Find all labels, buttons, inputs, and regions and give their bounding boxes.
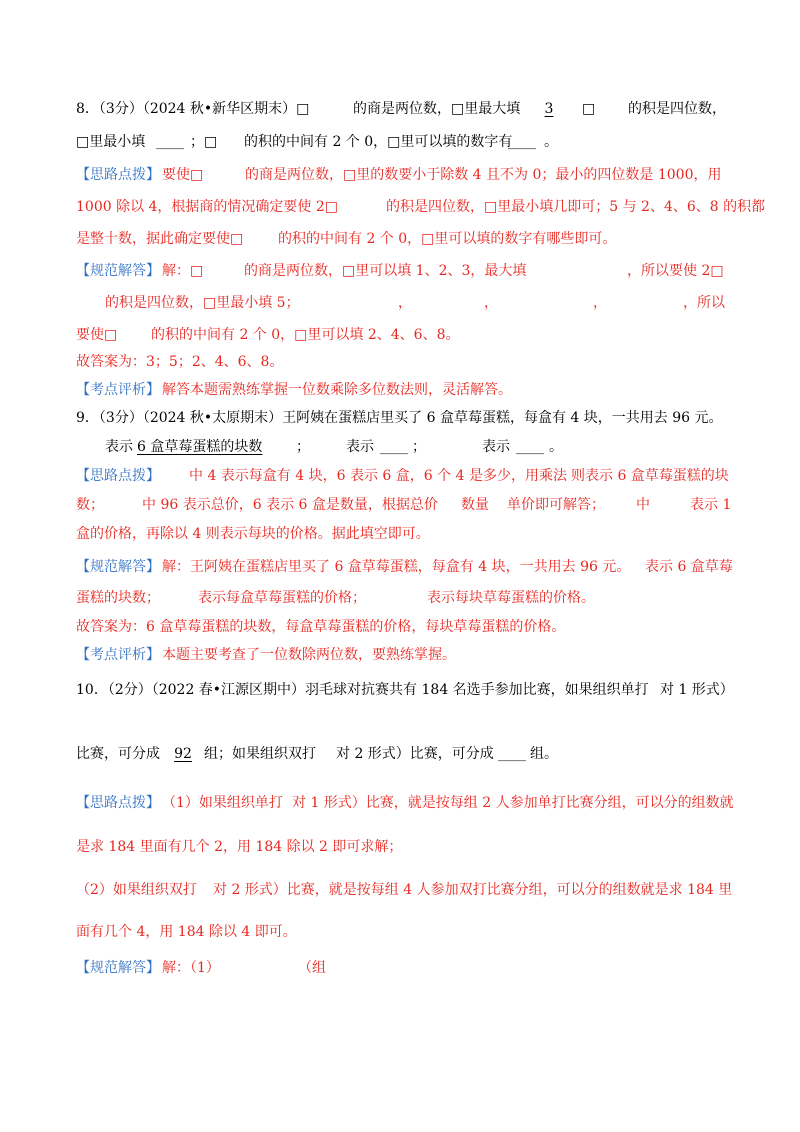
q10-hint-1b: 对 1 形式）比赛，就是按每组 2 人参加单打比赛分组，可以分的组数就	[292, 795, 734, 811]
q8-hint-1b: 的商是两位数，□里的数要小于除数 4 且不为 0；最小的四位数是 1000，用	[245, 167, 722, 183]
q8-stem-2a: □里最小填	[76, 134, 146, 150]
q9-stem-1: 9．（3分）（2024 秋•太原期末）王阿姨在蛋糕店里买了 6 盒草莓蛋糕，每盒有 4 块，一共用去 96 元。	[76, 410, 723, 426]
q9-blank-3: ____	[516, 439, 544, 455]
q8-sol-2e: ，所以	[683, 295, 725, 311]
q9-stem-2c: 表示	[346, 439, 374, 455]
q8-hint-tag: 【思路点拨】	[76, 167, 160, 183]
q8-stem-2b: ；□	[190, 134, 218, 150]
q9-hint-2c: 数量	[461, 497, 489, 513]
q9-stem-2e: 表示	[482, 439, 510, 455]
q10-hint-1a: （1）如果组织单打	[162, 795, 283, 811]
q9-hint-2a: 数；	[76, 497, 104, 513]
q9-blank-2: ____	[380, 439, 408, 455]
q10-stem-2b: 组；如果组织双打	[204, 746, 316, 762]
q9-stem-2f: 。	[549, 439, 563, 455]
q8-eval-tag: 【考点评析】	[76, 382, 160, 398]
q8-hint-3b: 的积的中间有 2 个 0，□里可以填的数字有哪些即可。	[278, 231, 617, 247]
q10-stem-1b: 对 1 形式）	[660, 682, 734, 698]
q8-hint-1a: 要使□	[162, 167, 204, 183]
q9-sol-2b: 表示每盒草莓蛋糕的价格；	[198, 590, 366, 606]
q9-stem-2d: ；	[412, 439, 426, 455]
q10-answer-1: 92	[174, 746, 192, 762]
q8-sol-2d: ，	[593, 295, 607, 311]
q10-hint-3b: 对 2 形式）比赛，就是按每组 4 人参加双打比赛分组，可以分的组数就是求 184 里	[213, 882, 733, 898]
q8-sol-2b: ，	[398, 295, 412, 311]
q9-hint-1b: 则表示 6 盒草莓蛋糕的块	[571, 468, 729, 484]
q8-sol-1b: 的商是两位数，□里可以填 1、2、3，最大填	[244, 263, 527, 279]
q9-solution-tag: 【规范解答】	[76, 559, 160, 575]
q8-stem-1d: 的积是四位数，	[628, 101, 726, 117]
q9-eval: 本题主要考查了一位数除两位数，要熟练掌握。	[162, 647, 456, 663]
q10-solution-tag: 【规范解答】	[76, 960, 160, 976]
q8-answer: 故答案为：3；5；2、4、6、8。	[76, 354, 284, 370]
q10-stem-2d: 组。	[530, 746, 558, 762]
q9-answer-1: 6 盒草莓蛋糕的块数	[137, 439, 263, 455]
q9-hint-2f: 表示 1	[690, 497, 732, 513]
q8-stem-1b: 的商是两位数，□里最大填	[353, 101, 521, 117]
q9-stem-2a: 表示	[105, 439, 133, 455]
q10-hint-2: 是求 184 里面有几个 2，用 184 除以 2 即可求解；	[76, 839, 403, 855]
q8-sol-3a: 要使□	[76, 327, 118, 343]
q8-sol-2c: ，	[484, 295, 498, 311]
q8-sol-1c: ，所以要使 2□	[627, 263, 724, 279]
q9-hint-tag: 【思路点拨】	[76, 468, 160, 484]
q10-stem-1a: 10．（2分）（2022 春•江源区期中）羽毛球对抗赛共有 184 名选手参加比赛，如果组织单打	[76, 682, 649, 698]
q8-blank-2: ____	[156, 134, 184, 150]
q9-hint-2b: 中 96 表示总价，6 表示 6 盒是数量，根据总价	[142, 497, 438, 513]
q10-hint-3a: （2）如果组织双打	[76, 882, 197, 898]
q8-solution-tag: 【规范解答】	[76, 263, 160, 279]
q8-answer-max: 3	[544, 101, 554, 117]
q8-blank-3: ____	[508, 134, 536, 150]
q8-sol-1a: 解：□	[162, 263, 204, 279]
q9-hint-2e: 中	[636, 497, 650, 513]
q8-eval: 解答本题需熟练掌握一位数乘除多位数法则，灵活解答。	[162, 382, 512, 398]
q8-stem-1a: 8．（3分）（2024 秋•新华区期末）□	[76, 101, 310, 117]
q8-stem-2end: 。	[544, 134, 558, 150]
q8-hint-2a: 1000 除以 4，根据商的情况确定要使 2□	[76, 199, 339, 215]
q8-sol-3b: 的积的中间有 2 个 0，□里可以填 2、4、6、8。	[151, 327, 460, 343]
q9-stem-2b: ；	[296, 439, 310, 455]
q8-sol-2a: 的积是四位数，□里最小填 5；	[105, 295, 300, 311]
q9-sol-1b: 表示 6 盒草莓	[645, 559, 733, 575]
q10-blank-2: ____	[498, 746, 526, 762]
q10-hint-4: 面有几个 4，用 184 除以 4 即可。	[76, 924, 297, 940]
q8-stem-1c: □	[582, 101, 596, 117]
q8-hint-2b: 的积是四位数，□里最小填几即可；5 与 2、4、6、8 的积都	[386, 199, 766, 215]
q9-hint-3: 盒的价格，再除以 4 则表示每块的价格。据此填空即可。	[76, 526, 430, 542]
q9-sol-2c: 表示每块草莓蛋糕的价格。	[427, 590, 595, 606]
q9-hint-2d: 单价即可解答；	[507, 497, 605, 513]
q8-stem-2c: 的积的中间有 2 个 0，□里可以填的数字有	[244, 134, 513, 150]
q10-sol-1a: 解：（1）	[162, 960, 220, 976]
q9-sol-2a: 蛋糕的块数；	[76, 590, 160, 606]
q8-hint-3a: 是整十数，据此确定要使□	[76, 231, 244, 247]
q9-answer: 故答案为：6 盒草莓蛋糕的块数，每盒草莓蛋糕的价格，每块草莓蛋糕的价格。	[76, 619, 566, 635]
q9-hint-1a: 中 4 表示每盒有 4 块，6 表示 6 盒，6 个 4 是多少，用乘法	[189, 468, 567, 484]
q10-hint-tag: 【思路点拨】	[76, 795, 160, 811]
q9-sol-1a: 解：王阿姨在蛋糕店里买了 6 盒草莓蛋糕，每盒有 4 块，一共用去 96 元。	[162, 559, 631, 575]
q10-stem-2a: 比赛，可分成	[76, 746, 160, 762]
q9-eval-tag: 【考点评析】	[76, 647, 160, 663]
q10-sol-1b: （组	[298, 960, 326, 976]
q10-stem-2c: 对 2 形式）比赛，可分成	[336, 746, 494, 762]
